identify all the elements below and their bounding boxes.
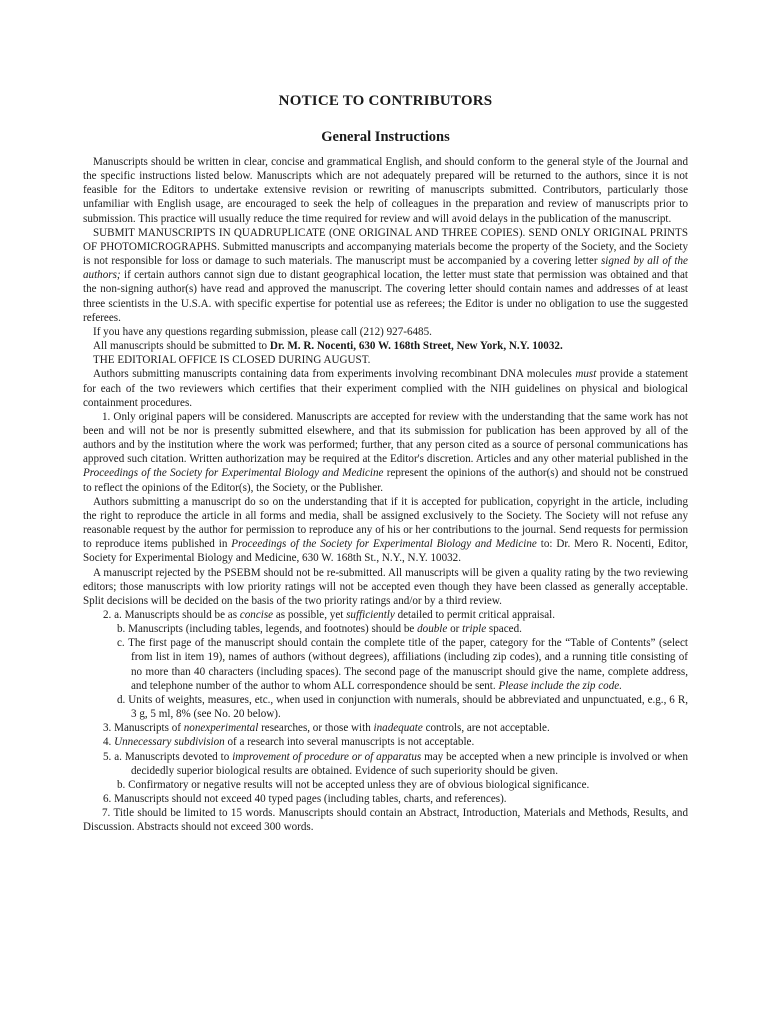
- item-5b-confirmatory: b. Confirmatory or negative results will not be accepted unless they are of obvious biological significance.: [117, 778, 590, 791]
- body-text: [83, 155, 688, 835]
- paragraph-style-guidance: Manuscripts should be written in clear, concise and grammatical English, and should conform to the general style of the Journal and the specific instructions listed below. Manuscripts which are not adequately prepared will be returned to the authors, since it is not feasible for the Editors to undertake extensive revision or rewriting of manuscripts submitted. Contributors, particularly those unfamiliar with English usage, are encouraged to seek the help of colleagues in the preparation and review of manuscripts prior to submission. This practice will usually reduce the time required for review and will avoid delays in the publication of the manuscript.: [83, 156, 688, 225]
- section-heading: General Instructions: [321, 129, 450, 145]
- item-7-title-limit: 7. Title should be limited to 15 words. Manuscripts should contain an Abstract, Introduction, Materials and Methods, Results, and Discussion. Abstracts should not exceed 300 words.: [83, 807, 688, 834]
- item-1-original-papers: 1. Only original papers will be considered. Manuscripts are accepted for review with the understanding that the same work has not been and will not be nor is presently submitted elsewhere, and that its submission for publication has been approved by all of the authors and by the institution where the work was performed; further, that any person cited as a source of personal communications has approved such citation. Written authorization may be required at the Editor's discretion. Articles and any other material published in the Proceedings of the Society for Experimental Biology and Medicine represent the opinions of the author(s) and should not be construed to reflect the opinions of the Editor(s), the Society, or the Publisher.: [83, 410, 689, 494]
- item-2a-concise: 2. a. Manuscripts should be as concise as possible, yet sufficiently detailed to permit critical appraisal.: [103, 609, 555, 621]
- paragraph-copyright: Authors submitting a manuscript do so on the understanding that if it is accepted for publication, copyright in the article, including the right to reproduce the article in all forms and media, shall be assigned exclusively to the Society. The Society will not refuse any reasonable request by the author for permission to reproduce any of his or her contributions to the journal. Send requests for permission to reproduce items published in Proceedings of the Society for Experimental Biology and Medicine to: Dr. Mero R. Nocenti, Editor, Society for Experimental Biology and Medicine, 630 W. 168th St., N.Y., N.Y. 10032.: [83, 495, 688, 565]
- item-4-subdivision: 4. Unnecessary subdivision of a research into several manuscripts is not acceptable.: [103, 736, 475, 749]
- page-title: NOTICE TO CONTRIBUTORS: [278, 93, 493, 109]
- paragraph-recombinant-dna: Authors submitting manuscripts containing data from experiments involving recombinant DNA molecules must provide a statement for each of the two reviewers which certifies that their experiment complied with the NIH guidelines on physical and biological containment procedures.: [83, 368, 688, 409]
- paragraph-submission-address: All manuscripts should be submitted to Dr. M. R. Nocenti, 630 W. 168th Street, New York, N.Y. 10032.: [93, 340, 563, 353]
- item-2c-first-page: c. The first page of the manuscript should contain the complete title of the paper, category for the “Table of Contents” (select from list in item 19), names of authors (without degrees), affiliations (including zip codes), and a running title consisting of no more than 40 characters (including spaces). The second page of the manuscript should give the name, complete address, and telephone number of the author to whom ALL correspondence should be sent. Please include the zip code.: [117, 637, 688, 692]
- paragraph-submission-requirements: SUBMIT MANUSCRIPTS IN QUADRUPLICATE (ONE ORIGINAL AND THREE COPIES). SEND ONLY ORIGINAL PRINTS OF PHOTOMICROGRAPHS. Submitted manuscripts and accompanying materials become the property of the Society, and the Society is not responsible for loss or damage to such materials. The manuscript must be accompanied by a covering letter signed by all of the authors; if certain authors cannot sign due to distant geographical location, the letter must state that permission was obtained and that the non-signing author(s) have read and approved the manuscript. The covering letter should contain names and addresses of at least three scientists in the U.S.A. with specific expertise for potential use as referees; the Editor is under no obligation to use the suggested referees.: [83, 226, 688, 324]
- item-2b-spacing: b. Manuscripts (including tables, legends, and footnotes) should be double or triple spaced.: [117, 623, 522, 636]
- paragraph-rejection-policy: A manuscript rejected by the PSEBM should not be re-submitted. All manuscripts will be given a quality rating by the two reviewing editors; those manuscripts with low priority ratings will not be accepted even though they have been classed as generally acceptable. Split decisions will be decided on the basis of the two priority ratings and/or by a third review.: [83, 566, 688, 607]
- item-5a-procedure: 5. a. Manuscripts devoted to improvement of procedure or of apparatus may be accepted when a new principle is involved or when decidedly superior biological results are obtained. Evidence of such superiority should be given.: [103, 750, 688, 777]
- paragraph-phone-contact: If you have any questions regarding submission, please call (212) 927-6485.: [93, 325, 432, 338]
- item-6-page-limit: 6. Manuscripts should not exceed 40 typed pages (including tables, charts, and references).: [103, 793, 507, 806]
- item-3-nonexperimental: 3. Manuscripts of nonexperimental researches, or those with inadequate controls, are not acceptable.: [103, 722, 550, 735]
- item-2d-units: d. Units of weights, measures, etc., when used in conjunction with numerals, should be abbreviated and unpunctuated, e.g., 6 R, 3 g, 5 ml, 8% (see No. 20 below).: [117, 693, 688, 721]
- paragraph-office-closed: THE EDITORIAL OFFICE IS CLOSED DURING AUGUST.: [93, 354, 371, 367]
